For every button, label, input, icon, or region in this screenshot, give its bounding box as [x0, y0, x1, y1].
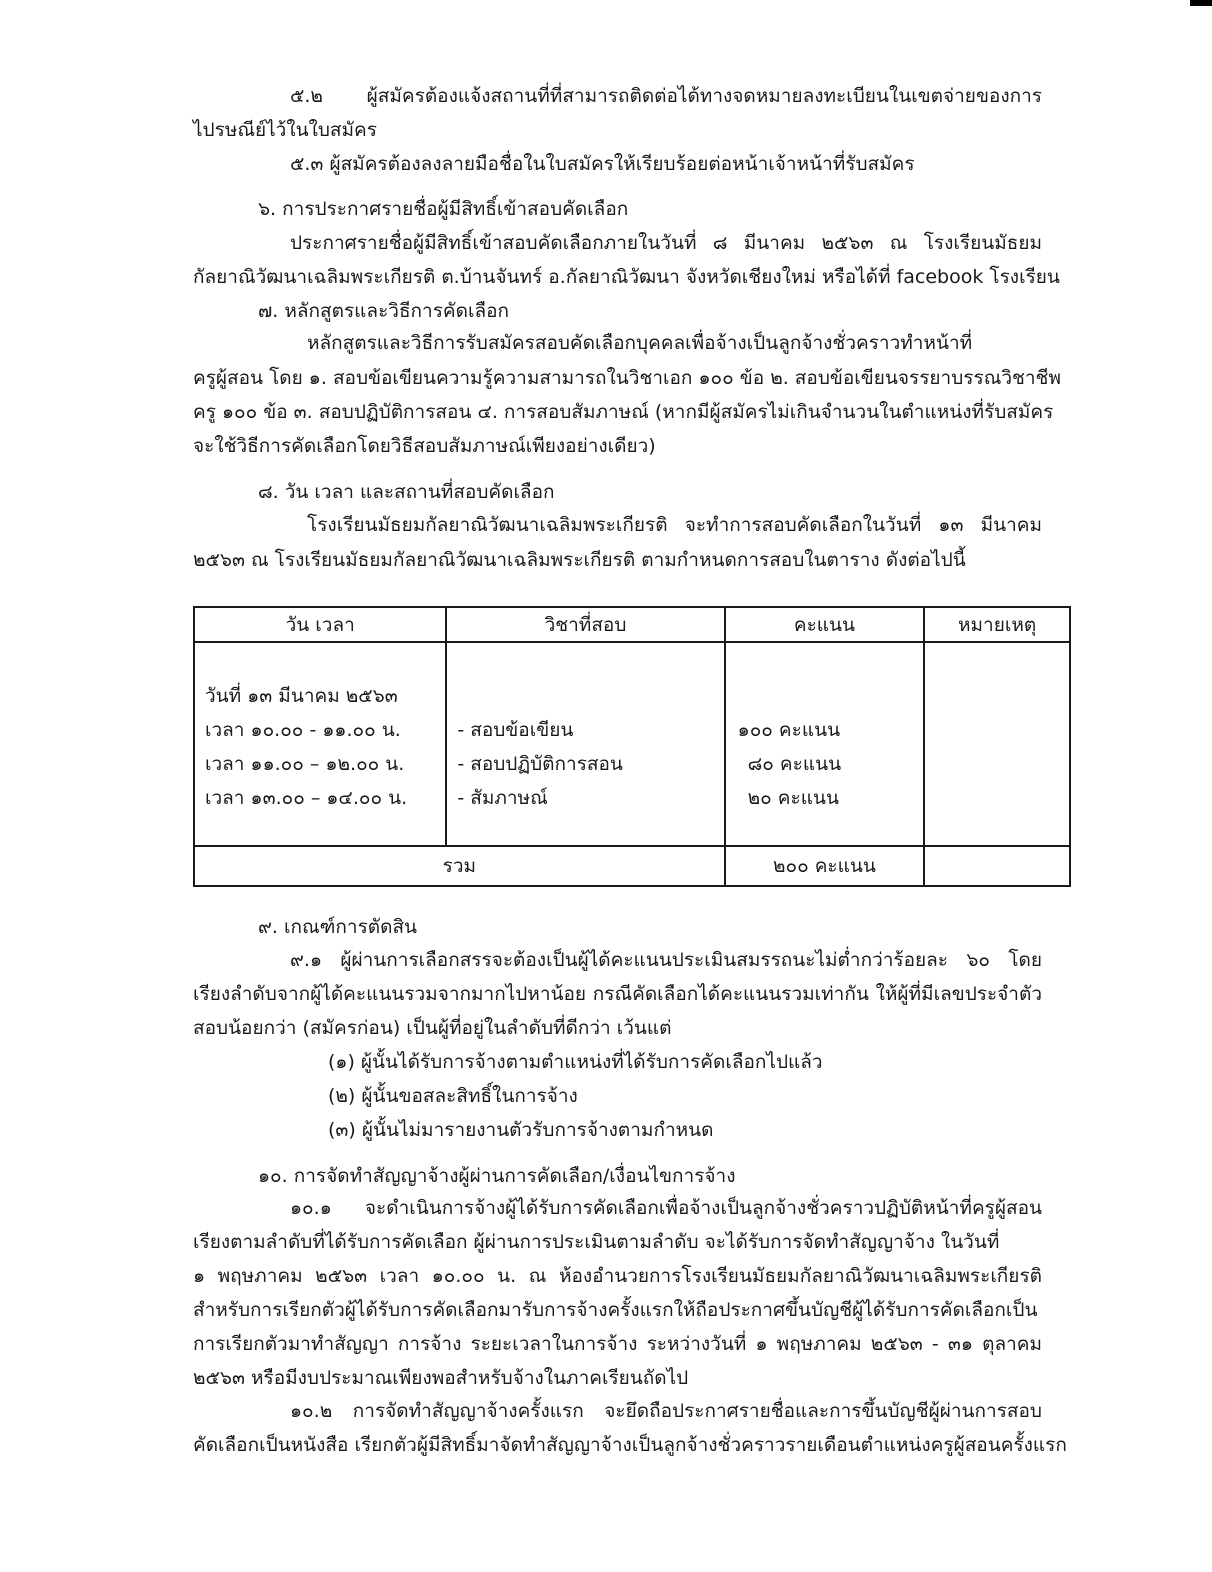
para-9-1-line3: สอบน้อยกว่า (สมัครก่อน) เป็นผู้ที่อยู่ในลำดับที่ดีกว่า เว้นแต่ — [193, 1017, 672, 1039]
para-10-1-line3: ๑ พฤษภาคม ๒๕๖๓ เวลา ๑๐.๐๐ น. ณ ห้องอำนวยการโรงเรียนมัธยมกัลยาณิวัฒนาเฉลิมพระเกียรติ — [193, 1265, 1042, 1287]
total-score: ๒๐๐ คะแนน — [725, 846, 925, 886]
para-7-line3: ครู ๑๐๐ ข้อ ๓. สอบปฏิบัติการสอน ๔. การสอบสัมภาษณ์ (หากมีผู้สมัครไม่เกินจำนวนในตำแหน่งที่รับสมัคร — [193, 401, 1054, 423]
heading-9: ๙. เกณฑ์การตัดสิน — [258, 916, 418, 938]
header-subject: วิชาที่สอบ — [446, 607, 724, 642]
para-10-2-line1: ๑๐.๒ การจัดทำสัญญาจ้างครั้งแรก จะยึดถือประกาศรายชื่อและการขึ้นบัญชีผู้ผ่านการสอบ — [290, 1400, 1042, 1422]
para-5-2-line1: ๕.๒ ผู้สมัครต้องแจ้งสถานที่ที่สามารถติดต่อได้ทางจดหมายลงทะเบียนในเขตจ่ายของการ — [290, 85, 1042, 107]
heading-8: ๘. วัน เวลา และสถานที่สอบคัดเลือก — [258, 481, 555, 503]
para-10-2-line2: คัดเลือกเป็นหนังสือ เรียกตัวผู้มีสิทธิ์มาจัดทำสัญญาจ้างเป็นลูกจ้างชั่วคราวรายเดือนตำแหน่งครูผู้สอนครั้งแรก — [193, 1434, 1067, 1456]
exam-score-2: ๘๐ คะแนน — [747, 753, 842, 775]
para-5-3: ๕.๓ ผู้สมัครต้องลงลายมือชื่อในใบสมัครให้เรียบร้อยต่อหน้าเจ้าหน้าที่รับสมัคร — [290, 153, 915, 175]
para-6-line2: กัลยาณิวัฒนาเฉลิมพระเกียรติ ต.บ้านจันทร์ อ.กัลยาณิวัฒนา จังหวัดเชียงใหม่ หรือได้ที่ facebook โรงเรียน — [193, 266, 1060, 288]
exam-time-1: เวลา ๑๐.๐๐ - ๑๑.๐๐ น. — [205, 719, 401, 741]
heading-7: ๗. หลักสูตรและวิธีการคัดเลือก — [258, 300, 510, 322]
total-label: รวม — [194, 846, 725, 886]
heading-6: ๖. การประกาศรายชื่อผู้มีสิทธิ์เข้าสอบคัดเลือก — [258, 198, 629, 220]
exam-score-1: ๑๐๐ คะแนน — [737, 719, 841, 741]
condition-2: (๒) ผู้นั้นขอสละสิทธิ์ในการจ้าง — [328, 1085, 578, 1107]
header-date-time: วัน เวลา — [194, 607, 446, 642]
exam-subject-3: - สัมภาษณ์ — [457, 787, 548, 809]
exam-date: วันที่ ๑๓ มีนาคม ๒๕๖๓ — [205, 685, 398, 707]
table-header-row — [194, 607, 1070, 642]
para-6-line1: ประกาศรายชื่อผู้มีสิทธิ์เข้าสอบคัดเลือกภายในวันที่ ๘ มีนาคม ๒๕๖๓ ณ โรงเรียนมัธยม — [290, 232, 1042, 254]
exam-time-3: เวลา ๑๓.๐๐ – ๑๔.๐๐ น. — [205, 787, 408, 809]
exam-time-2: เวลา ๑๑.๐๐ – ๑๒.๐๐ น. — [205, 753, 405, 775]
para-7-line4: จะใช้วิธีการคัดเลือกโดยวิธีสอบสัมภาษณ์เพียงอย่างเดียว) — [193, 435, 656, 457]
para-10-1-line2: เรียงตามลำดับที่ได้รับการคัดเลือก ผู้ผ่านการประเมินตามลำดับ จะได้รับการจัดทำสัญญาจ้าง ในวันที่ — [193, 1231, 1000, 1253]
para-10-1-line5: การเรียกตัวมาทำสัญญา การจ้าง ระยะเวลาในการจ้าง ระหว่างวันที่ ๑ พฤษภาคม ๒๕๖๓ - ๓๑ ตุลาคม — [193, 1333, 1042, 1355]
para-9-1-line1: ๙.๑ ผู้ผ่านการเลือกสรรจะต้องเป็นผู้ได้คะแนนประเมินสมรรถนะไม่ต่ำกว่าร้อยละ ๖๐ โดย — [290, 949, 1042, 971]
para-8-line2: ๒๕๖๓ ณ โรงเรียนมัธยมกัลยาณิวัฒนาเฉลิมพระเกียรติ ตามกำหนดการสอบในตาราง ดังต่อไปนี้ — [193, 549, 966, 571]
table-body-row — [194, 642, 1070, 846]
date-time-cell — [194, 642, 446, 846]
exam-subject-2: - สอบปฏิบัติการสอน — [457, 753, 623, 775]
para-10-1-line4: สำหรับการเรียกตัวผู้ได้รับการคัดเลือกมารับการจ้างครั้งแรกให้ถือประกาศขึ้นบัญชีผู้ได้รับการคัดเลือกเป็น — [193, 1299, 1038, 1321]
exam-subject-1: - สอบข้อเขียน — [457, 719, 574, 741]
condition-3: (๓) ผู้นั้นไม่มารายงานตัวรับการจ้างตามกำหนด — [328, 1119, 714, 1141]
para-7-line1: หลักสูตรและวิธีการรับสมัครสอบคัดเลือกบุคคลเพื่อจ้างเป็นลูกจ้างชั่วคราวทำหน้าที่ — [307, 332, 973, 354]
table-total-row — [194, 846, 1070, 886]
exam-schedule-table — [193, 606, 1071, 887]
subject-cell — [446, 642, 724, 846]
para-8-line1: โรงเรียนมัธยมกัลยาณิวัฒนาเฉลิมพระเกียรติ จะทำการสอบคัดเลือกในวันที่ ๑๓ มีนาคม — [307, 514, 1042, 536]
scan-edge-mark — [1190, 0, 1212, 6]
para-10-1-line6: ๒๕๖๓ หรือมีงบประมาณเพียงพอสำหรับจ้างในภาคเรียนถัดไป — [193, 1367, 689, 1389]
para-9-1-line2: เรียงลำดับจากผู้ได้คะแนนรวมจากมากไปหาน้อย กรณีคัดเลือกได้คะแนนรวมเท่ากัน ให้ผู้ที่มีเลขประจำตัว — [193, 983, 1042, 1005]
header-remark: หมายเหตุ — [924, 607, 1070, 642]
condition-1: (๑) ผู้นั้นได้รับการจ้างตามตำแหน่งที่ได้รับการคัดเลือกไปแล้ว — [328, 1051, 823, 1073]
remark-cell — [924, 642, 1070, 846]
exam-score-3: ๒๐ คะแนน — [747, 787, 839, 809]
para-5-2-line2: ไปรษณีย์ไว้ในใบสมัคร — [193, 119, 377, 141]
para-7-line2: ครูผู้สอน โดย ๑. สอบข้อเขียนความรู้ความสามารถในวิชาเอก ๑๐๐ ข้อ ๒. สอบข้อเขียนจรรยาบรรณวิชาชีพ — [193, 367, 1061, 389]
para-10-1-line1: ๑๐.๑ จะดำเนินการจ้างผู้ได้รับการคัดเลือกเพื่อจ้างเป็นลูกจ้างชั่วคราวปฏิบัติหน้าที่ครูผู้สอน — [290, 1197, 1042, 1219]
total-remark-cell — [924, 846, 1070, 886]
score-cell — [725, 642, 925, 846]
header-score: คะแนน — [725, 607, 925, 642]
heading-10: ๑๐. การจัดทำสัญญาจ้างผู้ผ่านการคัดเลือก/เงื่อนไขการจ้าง — [258, 1165, 736, 1187]
